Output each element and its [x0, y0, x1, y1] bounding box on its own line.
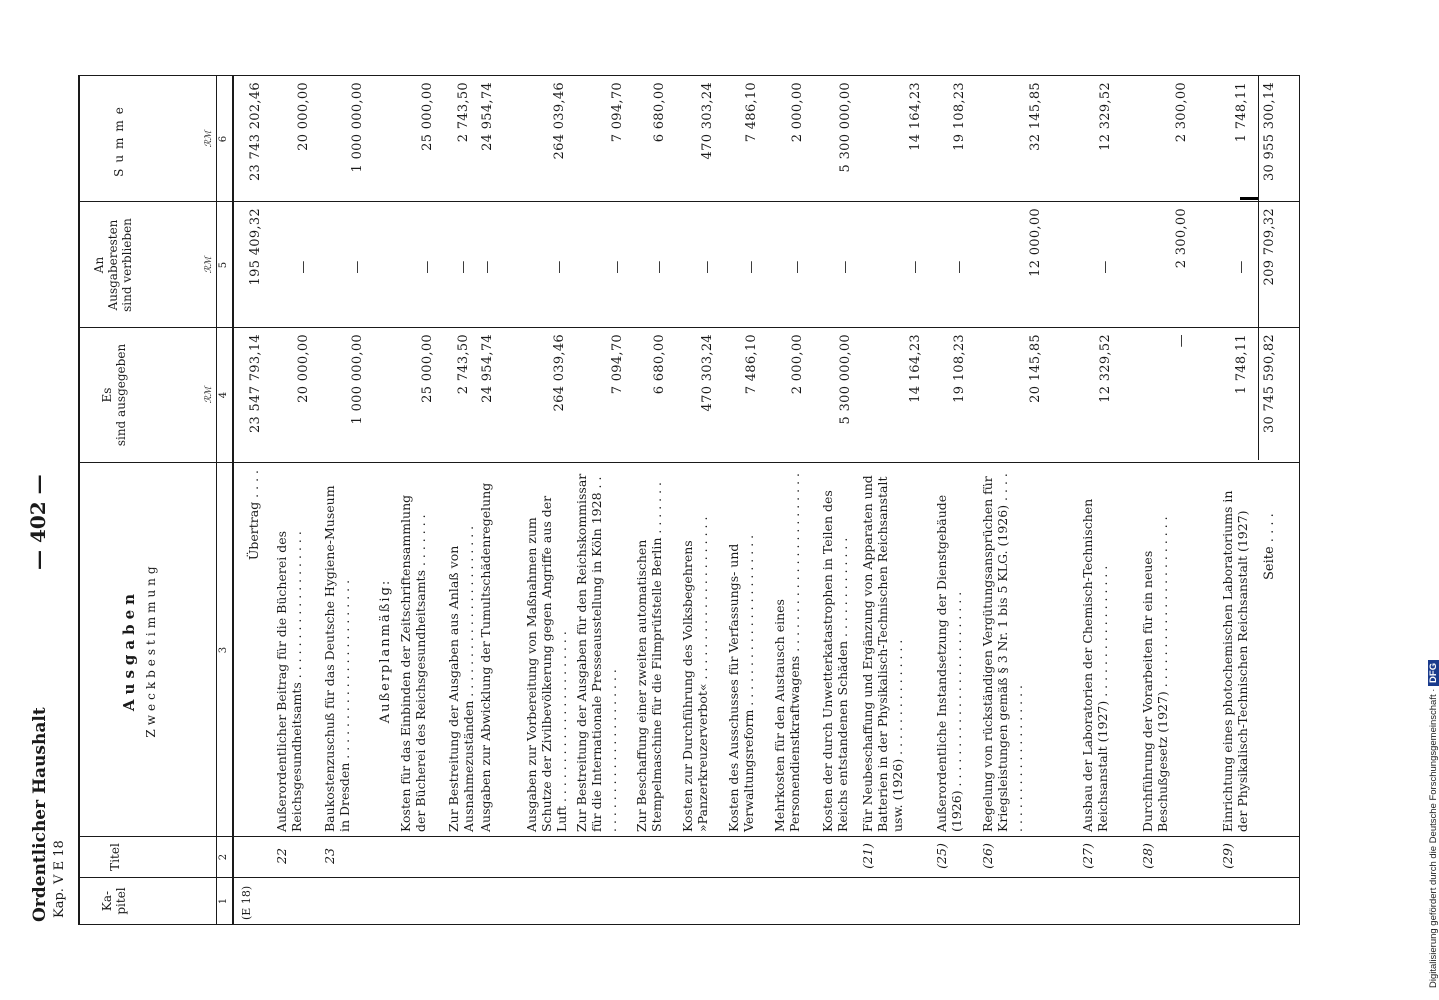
- row-description: Zur Bestreitung der Ausgaben aus Anlaß von Ausnahmezuständen . . . . . . . . . . . . . . . . . . . . . .: [446, 525, 476, 832]
- colnum-3: 3: [218, 646, 229, 654]
- row-description: Kosten für das Einbinden der Zeitschriftensammlung der Bücherei des Reichsgesundheitsamts . . . . . . .: [398, 494, 428, 832]
- row-titel: (28): [1140, 843, 1155, 869]
- row-description: Außerordentlicher Beitrag für die Bücherei des Reichsgesundheitsamts . . . . . . . . . . . . . . . . . . .: [274, 530, 304, 832]
- cell-summe: 24 954,74: [480, 82, 495, 151]
- cell-ausgabereste: —: [552, 260, 567, 274]
- row-titel: (27): [1080, 843, 1095, 869]
- cell-summe: 1 000 000,00: [350, 82, 365, 173]
- row-description: Kosten zur Durchführung des Volksbegehrens »Panzerkreuzerverbot« . . . . . . . . . . . . . . . . . . . . .: [680, 516, 710, 832]
- header-rule: [232, 75, 234, 925]
- col-header-ausgabereste: An Ausgaberesten sind verblieben: [92, 218, 134, 312]
- cell-summe: 7 486,10: [744, 82, 759, 143]
- cell-ausgegeben: 264 039,46: [552, 334, 567, 412]
- unit-col5: ℛℳ: [204, 256, 214, 274]
- row-description: Kosten des Ausschusses für Verfassungs- und Verwaltungsreform . . . . . . . . . . . . . . . . . . . . . .: [726, 534, 756, 832]
- cell-ausgabereste: 2 300,00: [1174, 208, 1189, 269]
- colnum-6: 6: [218, 135, 229, 143]
- cell-ausgabereste: —: [838, 260, 853, 274]
- row-description: Regelung von rückständigen Vergütungsansprüchen für Kriegsleistungen gemäß § 3 Nr. 1 bis 5 KLG. (1926) . . . . . . . . . . . . . . . . . . . . . . .: [980, 473, 1025, 832]
- cell-summe: 14 164,23: [908, 82, 923, 151]
- row-description: Ausgaben zur Abwicklung der Tumultschädenregelung: [478, 482, 493, 832]
- table-top-rule: [78, 75, 80, 925]
- cell-ausgegeben: 2 000,00: [790, 334, 805, 395]
- dfg-logo: DFG: [1428, 660, 1439, 686]
- cell-ausgegeben: 6 680,00: [652, 334, 667, 395]
- table-bottom-rule: [1299, 75, 1300, 925]
- cell-ausgegeben: 2 743,50: [456, 334, 471, 395]
- row-description: Übertrag . . . .: [246, 470, 261, 561]
- col-header-kapitel: Ka- pitel: [100, 887, 128, 915]
- cell-ausgabereste: —: [790, 260, 805, 274]
- row-description: Kosten der durch Unwetterkatastrophen in Teilen des Reichs entstandenen Schäden . . . . . . . . . . . . .: [820, 490, 850, 832]
- cell-summe: 6 680,00: [652, 82, 667, 143]
- row-description: Außerordentliche Instandsetzung der Dienstgebäude (1926) . . . . . . . . . . . . . . . . . . . . . . . . .: [934, 494, 964, 832]
- seite-rule: [1258, 76, 1259, 460]
- colnum-2: 2: [218, 853, 229, 861]
- cell-ausgabereste: —: [700, 260, 715, 274]
- cell-summe: 32 145,85: [1028, 82, 1043, 151]
- cell-ausgabereste: —: [480, 260, 495, 274]
- col-header-ausgaben: Ausgaben: [120, 588, 138, 712]
- row-titel: (25): [934, 843, 949, 869]
- row-titel: (26): [980, 843, 995, 869]
- unit-col4: ℛℳ: [204, 386, 214, 404]
- seite-ausgegeben: 30 745 590,82: [1262, 334, 1277, 434]
- cell-ausgabereste: 12 000,00: [1028, 208, 1043, 277]
- seite-ausgabereste: 209 709,32: [1262, 208, 1277, 286]
- colnum-1: 1: [218, 897, 229, 905]
- col-header-zweck: Zweckbestimmung: [144, 562, 158, 738]
- cell-ausgabereste: —: [420, 260, 435, 274]
- col-header-summe: Summe: [112, 101, 126, 177]
- cell-ausgegeben: 24 954,74: [480, 334, 495, 403]
- cell-summe: 264 039,46: [552, 82, 567, 160]
- digitization-credit: [1428, 660, 1439, 988]
- cell-ausgegeben: —: [1174, 334, 1189, 348]
- cell-summe: 25 000,00: [420, 82, 435, 151]
- colnum-5: 5: [218, 261, 229, 269]
- cell-ausgegeben: 12 329,52: [1098, 334, 1113, 403]
- cell-ausgegeben: 25 000,00: [420, 334, 435, 403]
- cell-summe: 7 094,70: [610, 82, 625, 143]
- seite-summe: 30 955 300,14: [1262, 82, 1277, 182]
- row-description: Ausgaben zur Vorbereitung von Maßnahmen zum Schutze der Zivilbevölkerung gegen Angriffe aus der Luft . . . . . . . . . . . . . . . . . . . . . .: [524, 495, 569, 832]
- col-divider-4: [78, 327, 1300, 328]
- cell-ausgegeben: 1 748,11: [1234, 334, 1249, 395]
- cell-ausgabereste: —: [908, 260, 923, 274]
- col-divider-5: [78, 201, 1300, 202]
- cell-ausgabereste: —: [350, 260, 365, 274]
- cell-ausgabereste: —: [952, 260, 967, 274]
- cell-ausgegeben: 20 000,00: [296, 334, 311, 403]
- cell-summe: 19 108,23: [952, 82, 967, 151]
- credit-text: Digitalisierung gefördert durch die Deutsche Forschungsgemeinschaft ·: [1428, 688, 1439, 988]
- kapitel-label: (E 18): [240, 885, 253, 920]
- row-description: Für Neubeschaffung und Ergänzung von Apparaten und Batterien in der Physikalisch-Technischen Reichsanstalt usw. (1926) . . . . . . . . . . . . . . .: [860, 475, 905, 832]
- cell-ausgegeben: 23 547 793,14: [248, 334, 263, 434]
- cell-ausgegeben: 5 300 000,00: [838, 334, 853, 425]
- col-divider-2: [78, 836, 1300, 837]
- cell-ausgegeben: 470 303,24: [700, 334, 715, 412]
- row-description: Durchführung der Vorarbeiten für ein neues Beschußgesetz (1927) . . . . . . . . . . . . . . . . . . . . . .: [1140, 516, 1170, 832]
- cell-ausgabereste: 195 409,32: [248, 208, 263, 286]
- colnum-rule: [216, 75, 217, 925]
- cell-summe: 20 000,00: [296, 82, 311, 151]
- cell-ausgabereste: —: [1234, 260, 1249, 274]
- row-description: Mehrkosten für den Austausch eines Personendienstkraftwagens . . . . . . . . . . . . . . . . . . . . . . .: [772, 473, 802, 832]
- cell-summe: 2 000,00: [790, 82, 805, 143]
- cell-ausgegeben: 1 000 000,00: [350, 334, 365, 425]
- table-right-rule: [78, 75, 1300, 76]
- table-left-rule: [78, 924, 1300, 925]
- seite-mark: [1240, 197, 1258, 200]
- cell-summe: 12 329,52: [1098, 82, 1113, 151]
- cell-ausgabereste: —: [1098, 260, 1113, 274]
- row-description: Ausbau der Laboratorien der Chemisch-Technischen Reichsanstalt (1927) . . . . . . . . . . . . . . . . .: [1080, 498, 1110, 832]
- page-number: — 402 —: [26, 474, 50, 570]
- cell-summe: 2 300,00: [1174, 82, 1189, 143]
- col-divider-3: [78, 462, 1300, 463]
- cell-ausgegeben: 19 108,23: [952, 334, 967, 403]
- row-description: Einrichtung eines photochemischen Laboratoriums in der Physikalisch-Technischen Reichsanstalt (1927): [1220, 490, 1250, 832]
- col-divider-1: [78, 877, 1300, 878]
- row-description: Baukostenzuschuß für das Deutsche Hygiene-Museum in Dresden . . . . . . . . . . . . . . . . . . . . . . .: [322, 485, 352, 832]
- cell-ausgabereste: —: [456, 260, 471, 274]
- cell-ausgabereste: —: [610, 260, 625, 274]
- cell-summe: 2 743,50: [456, 82, 471, 143]
- unit-col6: ℛℳ: [204, 130, 214, 148]
- seite-label: Seite . . . .: [1262, 513, 1277, 580]
- row-description: Zur Bestreitung der Ausgaben für den Reichskommissar für die Internationale Presseausstellung in Köln 1928 . . . . . . . . . . . . . . . . . . . . . . .: [574, 473, 619, 832]
- section-heading: Außerplanmäßig:: [378, 578, 393, 724]
- cell-ausgabereste: —: [744, 260, 759, 274]
- header-title: Ordentlicher Haushalt: [30, 707, 50, 922]
- cell-ausgegeben: 7 094,70: [610, 334, 625, 395]
- cell-summe: 470 303,24: [700, 82, 715, 160]
- row-titel: 22: [274, 848, 289, 864]
- row-description: Zur Beschaffung einer zweiten automatischen Stempelmaschine für die Filmprüfstelle Berlin . . . . . . .: [634, 481, 664, 832]
- row-titel: 23: [322, 848, 337, 864]
- cell-ausgegeben: 7 486,10: [744, 334, 759, 395]
- cell-ausgabereste: —: [296, 260, 311, 274]
- cell-summe: 1 748,11: [1234, 82, 1249, 143]
- cell-ausgabereste: —: [652, 260, 667, 274]
- col-header-titel: Titel: [108, 843, 122, 871]
- cell-summe: 23 743 202,46: [248, 82, 263, 182]
- colnum-4: 4: [218, 391, 229, 399]
- cell-ausgegeben: 14 164,23: [908, 334, 923, 403]
- header-chapter: Kap. V E 18: [52, 840, 67, 918]
- cell-summe: 5 300 000,00: [838, 82, 853, 173]
- col-header-ausgegeben: Es sind ausgegeben: [100, 343, 128, 447]
- row-titel: (29): [1220, 843, 1235, 869]
- row-titel: (21): [860, 843, 875, 869]
- cell-ausgegeben: 20 145,85: [1028, 334, 1043, 403]
